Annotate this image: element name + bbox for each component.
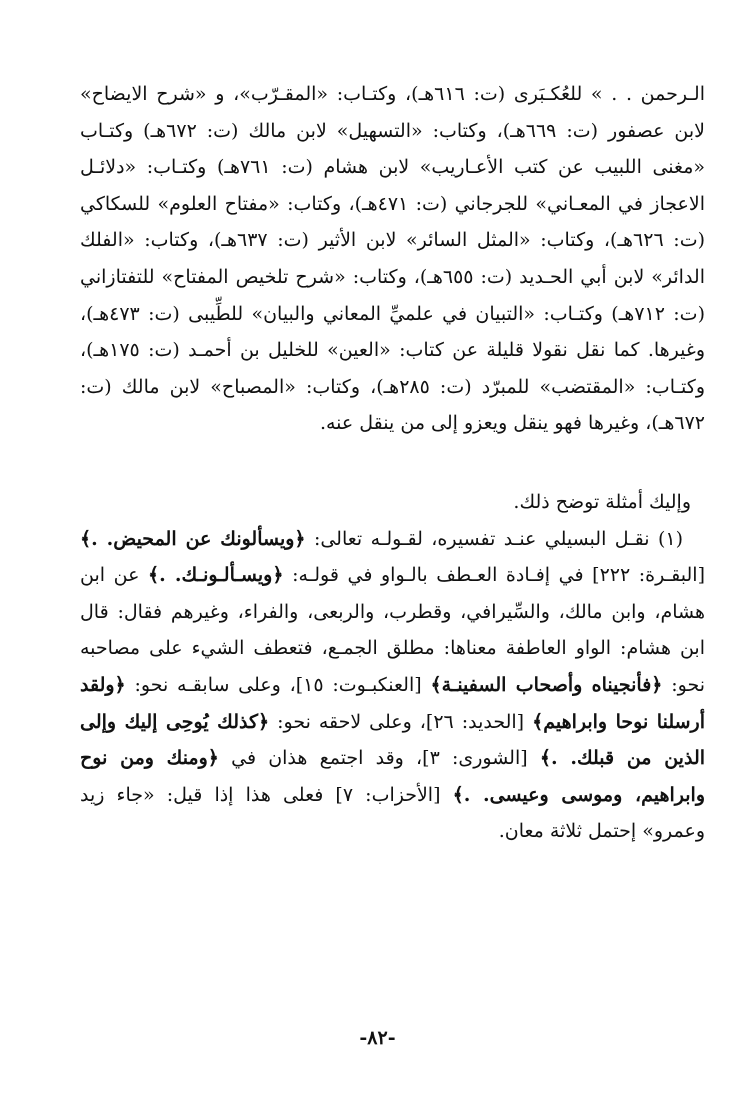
paragraph-example-one (80, 521, 705, 850)
page-number: -٨٢- (359, 1027, 396, 1049)
quran-quote: ﴿ومنك ومن نوح وابراهيم، وموسى وعيسى. .﴾ (80, 747, 705, 806)
quran-quote: ﴿ولقد أرسلنا نوحا وابراهيم﴾ (80, 673, 705, 733)
text-segment: عن ابن هشام، وابن مالك، والسِّيرافي، وقطرب، والربعى، والفراء، وغيرهم فقال: قال ابن هشام: الواو العاطفة معناها: مطلق الجمـع، فتعطف الشيء على مصاحبه نحو: (80, 564, 706, 696)
text-segment: [البقـرة: ٢٢٢] في إفـادة العـطف بالـواو في قولـه: (292, 564, 706, 587)
quran-quote: ﴿فأنجيناه وأصحاب السفينـة﴾ (430, 673, 663, 696)
text-segment: [الشورى: ٣]، وقد اجتمع هذان في (231, 747, 528, 770)
text-segment: (١) نقـل البسيلي عنـد تفسيره، لقـولـه تعالى: (313, 527, 684, 550)
quran-quote: ﴿ويسألونك عن المحيض. .﴾ (80, 527, 306, 550)
text-segment: [الحديد: ٢٦]، وعلى لاحقه نحو: (277, 710, 525, 733)
examples-intro: وإليك أمثلة توضح ذلك. (513, 490, 691, 513)
text-segment: [العنكبـوت: ١٥]، وعلى سابقـه نحو: (134, 673, 422, 696)
text-segment: [الأحزاب: ٧] فعلى هذا إذا قيل: «جاء زيد وعمرو» إحتمل ثلاثة معان. (80, 783, 705, 843)
quran-quote: ﴿كذلك يُوحِى إليك وإلى الذين من قبلك. .﴾ (80, 710, 706, 770)
paragraph-sources: الـرحمن . . » للعُكـبَرى (ت: ٦١٦هـ)، وكتـاب: «المقـرّب»، و «شرح الايضاح» لابن عصفور (ت: ٦٦٩هـ)، وكتاب: «التسهيل» لابن مالك (ت: ٦٧٢هـ) وكتـاب «مغنى اللبيب عن كتب الأعـاريب» لابن هشام (ت: ٧٦١هـ) وكتـاب: «دلائـل الاعجاز في المعـاني» للجرجاني (ت: ٤٧١هـ)، وكتاب: «مفتاح العلوم» للسكاكي (ت: ٦٢٦هـ)، وكتاب: «المثل السائر» لابن الأثير (ت: ٦٣٧هـ)، وكتاب: «الفلك الدائر» لابن أبي الحـديد (ت: ٦٥٥هـ)، وكتاب: «شرح تلخيص المفتاح» للتفتازاني (ت: ٧١٢هـ) وكتـاب: «التبيان في علميِّ المعاني والبيان» للطِّيبى (ت: ٤٧٣هـ)، وغيرها. كما نقل نقولا قليلة عن كتاب: «العين» للخليل بن أحمـد (ت: ١٧٥هـ)، وكتـاب: «المقتضب» للمبرّد (ت: ٢٨٥هـ)، وكتاب: «المصباح» لابن مالك (ت: ٦٧٢هـ)، وغيرها فهو ينقل ويعزو إلى من ينقل عنه. (80, 83, 706, 435)
page-body (80, 76, 705, 850)
quran-quote: ﴿ويسـألـونـك. .﴾ (148, 564, 284, 587)
